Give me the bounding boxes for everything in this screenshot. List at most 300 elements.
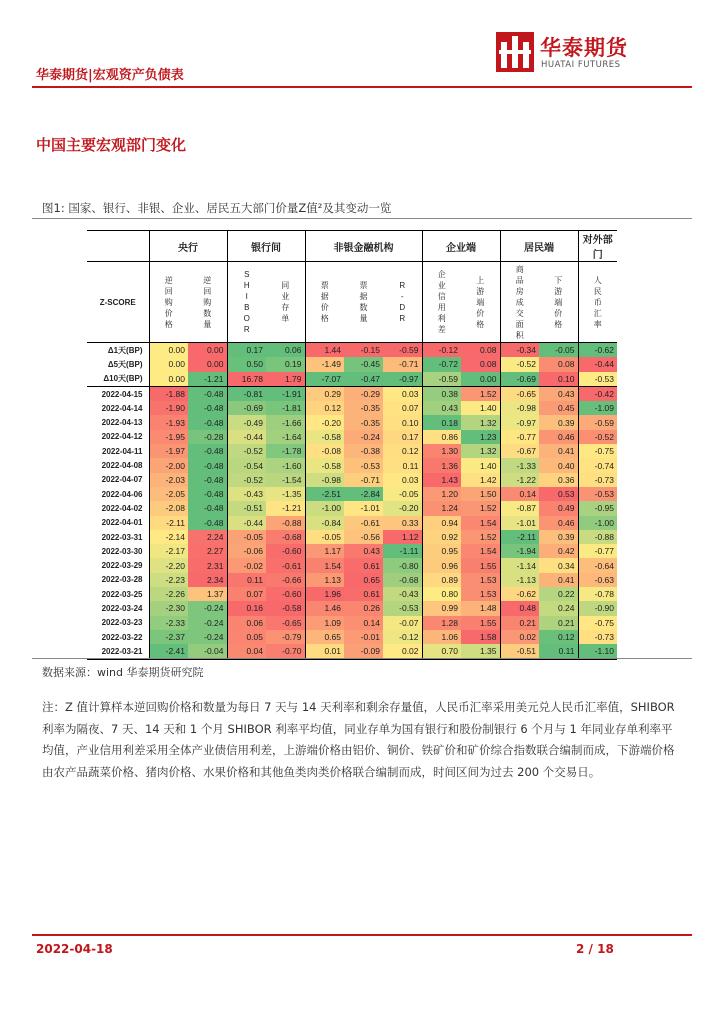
value-cell: 0.21	[500, 616, 539, 630]
value-cell: -0.59	[578, 415, 617, 429]
value-cell: 0.94	[422, 516, 461, 530]
value-cell: 1.32	[461, 444, 500, 458]
value-cell: -0.44	[227, 516, 266, 530]
value-cell: -0.68	[266, 530, 305, 544]
value-cell: 1.55	[461, 616, 500, 630]
huatai-logo-icon	[496, 32, 534, 72]
header-divider	[32, 86, 692, 88]
value-cell: -0.45	[344, 357, 383, 371]
value-cell: -1.21	[188, 372, 227, 387]
value-cell: -0.53	[578, 487, 617, 501]
value-cell: 0.46	[539, 430, 578, 444]
value-cell: -0.52	[227, 444, 266, 458]
value-cell: -1.90	[149, 401, 188, 415]
value-cell: -2.20	[149, 558, 188, 572]
value-cell: 2.24	[188, 530, 227, 544]
value-cell: -0.48	[188, 487, 227, 501]
value-cell: 0.80	[422, 587, 461, 601]
value-cell: 0.14	[344, 616, 383, 630]
footer-page-number: 2 / 18	[576, 942, 614, 956]
value-cell: -0.59	[422, 372, 461, 387]
value-cell: -0.24	[188, 616, 227, 630]
value-cell: -0.95	[578, 501, 617, 515]
row-label: Δ1天(BP)	[107, 345, 143, 355]
value-cell: -0.05	[383, 487, 422, 501]
value-cell: -2.17	[149, 544, 188, 558]
delta-row	[87, 357, 617, 371]
table-row	[87, 516, 617, 530]
value-cell: 1.43	[422, 473, 461, 487]
value-cell: -1.81	[266, 401, 305, 415]
value-cell: 1.52	[461, 501, 500, 515]
value-cell: -0.97	[383, 372, 422, 387]
value-cell: -0.05	[539, 343, 578, 358]
value-cell: 0.11	[227, 573, 266, 587]
value-cell: 0.00	[149, 343, 188, 358]
value-cell: -1.78	[266, 444, 305, 458]
value-cell: -1.09	[578, 401, 617, 415]
value-cell: -1.13	[500, 573, 539, 587]
row-label: 2022-04-15	[101, 389, 143, 399]
value-cell: -2.03	[149, 473, 188, 487]
value-cell: 1.96	[305, 587, 344, 601]
value-cell: -0.05	[227, 530, 266, 544]
value-cell: -0.62	[578, 343, 617, 358]
value-cell: -2.37	[149, 630, 188, 644]
value-cell: 0.17	[227, 343, 266, 358]
value-cell: -7.07	[305, 372, 344, 387]
source-divider	[32, 658, 692, 659]
value-cell: 2.34	[188, 573, 227, 587]
value-cell: 0.12	[383, 444, 422, 458]
value-cell: 1.23	[461, 430, 500, 444]
value-cell: 0.36	[539, 473, 578, 487]
value-cell: -0.05	[305, 530, 344, 544]
value-cell: -0.88	[578, 530, 617, 544]
value-cell: -0.48	[188, 458, 227, 472]
value-cell: -0.62	[500, 587, 539, 601]
value-cell: 0.41	[539, 573, 578, 587]
value-cell: 0.43	[539, 386, 578, 401]
value-cell: 2.27	[188, 544, 227, 558]
value-cell: 0.45	[539, 401, 578, 415]
value-cell: 0.21	[539, 616, 578, 630]
value-cell: 0.16	[227, 601, 266, 615]
zscore-table-container	[87, 230, 617, 660]
value-cell: -0.74	[578, 458, 617, 472]
value-cell: 0.65	[305, 630, 344, 644]
value-cell: -0.01	[344, 630, 383, 644]
value-cell: -0.52	[500, 357, 539, 371]
row-label: 2022-03-24	[101, 603, 143, 613]
value-cell: -0.48	[188, 516, 227, 530]
value-cell: 0.19	[266, 357, 305, 371]
table-row	[87, 386, 617, 401]
value-cell: -0.75	[578, 444, 617, 458]
table-row	[87, 544, 617, 558]
value-cell: 0.95	[422, 544, 461, 558]
group-header: 居民端	[500, 231, 578, 262]
zscore-label: Z-SCORE	[87, 262, 149, 343]
value-cell: -1.88	[149, 386, 188, 401]
value-cell: -0.12	[383, 630, 422, 644]
value-cell: -0.60	[266, 544, 305, 558]
value-cell: -0.52	[227, 473, 266, 487]
value-cell: 0.18	[422, 415, 461, 429]
value-cell: 0.43	[344, 544, 383, 558]
value-cell: 1.58	[461, 630, 500, 644]
table-row	[87, 616, 617, 630]
value-cell: -2.14	[149, 530, 188, 544]
column-header: 上 游 端 价 格	[461, 262, 500, 343]
value-cell: 0.42	[539, 544, 578, 558]
value-cell: -0.09	[344, 644, 383, 659]
value-cell: 1.53	[461, 587, 500, 601]
value-cell: -0.28	[188, 430, 227, 444]
column-header: 同 业 存 单	[266, 262, 305, 343]
value-cell: -0.88	[266, 516, 305, 530]
table-row	[87, 501, 617, 515]
value-cell: 1.17	[305, 544, 344, 558]
value-cell: 0.00	[188, 343, 227, 358]
company-logo	[496, 30, 696, 78]
value-cell: 2.31	[188, 558, 227, 572]
row-label: 2022-03-30	[101, 546, 143, 556]
value-cell: 0.29	[305, 386, 344, 401]
value-cell: -0.44	[578, 357, 617, 371]
value-cell: -1.00	[578, 516, 617, 530]
value-cell: -0.07	[383, 616, 422, 630]
row-label: 2022-04-02	[101, 503, 143, 513]
value-cell: -0.70	[266, 644, 305, 659]
value-cell: 0.08	[461, 357, 500, 371]
value-cell: 1.24	[422, 501, 461, 515]
value-cell: -1.01	[500, 516, 539, 530]
group-header-row	[87, 231, 617, 262]
value-cell: 0.08	[461, 343, 500, 358]
value-cell: 1.46	[305, 601, 344, 615]
column-header-row	[87, 262, 617, 343]
value-cell: -2.00	[149, 458, 188, 472]
footnote: 注：Z 值计算样本逆回购价格和数量为每日 7 天与 14 天利率和剩余存量值，人民币汇率采用美元兑人民币汇率值，SHIBOR 利率为隔夜、7 天、14 天和 1 个月 SHIBOR 利率平均值，同业存单为国有银行和股份制银行 6 个月与 1 年同业存单利率平均值，产业信用利差采用全体产业债信用利差，上游端价格由铝价、铜价、铁矿价和矿价综合指数联合编制而成，下游端价格由农产品蔬菜价格、猪肉价格、水果价格和其他鱼类肉类价格联合编制而成，时间区间为过去 200 个交易日。	[42, 700, 675, 779]
value-cell: 0.10	[539, 372, 578, 387]
value-cell: -0.90	[578, 601, 617, 615]
table-row	[87, 430, 617, 444]
value-cell: 1.35	[461, 644, 500, 659]
value-cell: -2.05	[149, 487, 188, 501]
value-cell: 0.53	[539, 487, 578, 501]
value-cell: -0.71	[344, 473, 383, 487]
value-cell: -2.51	[305, 487, 344, 501]
value-cell: -0.81	[227, 386, 266, 401]
value-cell: -0.44	[227, 430, 266, 444]
value-cell: 1.40	[461, 458, 500, 472]
value-cell: -0.80	[383, 558, 422, 572]
value-cell: -0.51	[500, 644, 539, 659]
value-cell: -0.24	[188, 601, 227, 615]
value-cell: 1.48	[461, 601, 500, 615]
value-cell: 0.00	[149, 357, 188, 371]
value-cell: -0.63	[578, 573, 617, 587]
corner-cell	[87, 231, 149, 262]
row-label: Δ10天(BP)	[87, 372, 149, 387]
value-cell: -0.65	[266, 616, 305, 630]
value-cell: -0.97	[500, 415, 539, 429]
value-cell: 0.34	[539, 558, 578, 572]
row-label: 2022-04-07	[101, 475, 143, 485]
value-cell: 1.54	[305, 558, 344, 572]
value-cell: -0.54	[227, 458, 266, 472]
value-cell: -0.43	[383, 587, 422, 601]
value-cell: 1.09	[305, 616, 344, 630]
column-header: R - D R	[383, 262, 422, 343]
value-cell: 0.02	[500, 630, 539, 644]
value-cell: -0.08	[305, 444, 344, 458]
value-cell: -0.65	[500, 386, 539, 401]
value-cell: -0.15	[344, 343, 383, 358]
column-header: S H I B O R	[227, 262, 266, 343]
value-cell: -0.67	[500, 444, 539, 458]
value-cell: -0.06	[227, 544, 266, 558]
value-cell: 0.04	[227, 644, 266, 659]
table-row	[87, 401, 617, 415]
table-row	[87, 473, 617, 487]
value-cell: 1.53	[461, 573, 500, 587]
value-cell: 0.11	[383, 458, 422, 472]
value-cell: 1.55	[461, 558, 500, 572]
table-row	[87, 415, 617, 429]
value-cell: 0.00	[188, 357, 227, 371]
value-cell: 0.10	[383, 415, 422, 429]
value-cell: -1.95	[149, 430, 188, 444]
value-cell: -1.35	[266, 487, 305, 501]
value-cell: 0.40	[539, 458, 578, 472]
value-cell: -1.60	[266, 458, 305, 472]
table-row	[87, 644, 617, 659]
logo-subtitle: HUATAI FUTURES	[541, 60, 621, 70]
table-row	[87, 587, 617, 601]
value-cell: 1.54	[461, 544, 500, 558]
value-cell: -0.35	[344, 401, 383, 415]
data-source: 数据来源：wind 华泰期货研究院	[42, 666, 204, 679]
group-header: 非银金融机构	[305, 231, 422, 262]
value-cell: -2.11	[500, 530, 539, 544]
value-cell: -0.51	[227, 501, 266, 515]
value-cell: 16.78	[227, 372, 266, 387]
value-cell: -0.04	[188, 644, 227, 659]
value-cell: 1.54	[461, 516, 500, 530]
value-cell: -0.20	[383, 501, 422, 515]
value-cell: -0.79	[266, 630, 305, 644]
group-header: 银行间	[227, 231, 305, 262]
group-header: 对外部门	[578, 231, 617, 262]
value-cell: 0.96	[422, 558, 461, 572]
value-cell: -0.71	[383, 357, 422, 371]
value-cell: -1.93	[149, 415, 188, 429]
table-row	[87, 601, 617, 615]
value-cell: -0.49	[227, 415, 266, 429]
value-cell: -1.66	[266, 415, 305, 429]
value-cell: -1.49	[305, 357, 344, 371]
value-cell: -2.11	[149, 516, 188, 530]
value-cell: -0.20	[305, 415, 344, 429]
row-label: 2022-03-29	[101, 561, 143, 571]
table-body	[87, 343, 617, 660]
value-cell: -0.58	[305, 430, 344, 444]
figure-divider	[32, 218, 692, 219]
value-cell: -0.47	[344, 372, 383, 387]
value-cell: 1.12	[383, 530, 422, 544]
value-cell: 0.02	[383, 644, 422, 659]
row-label: 2022-04-11	[102, 446, 143, 456]
row-label: 2022-03-23	[101, 618, 143, 628]
value-cell: -0.78	[578, 587, 617, 601]
value-cell: -0.34	[500, 343, 539, 358]
value-cell: -0.87	[500, 501, 539, 515]
value-cell: 0.70	[422, 644, 461, 659]
value-cell: -0.53	[383, 601, 422, 615]
value-cell: -0.38	[344, 444, 383, 458]
value-cell: -0.24	[344, 430, 383, 444]
value-cell: -0.48	[188, 473, 227, 487]
value-cell: -0.24	[188, 630, 227, 644]
row-label: 2022-04-08	[101, 461, 143, 471]
delta-row	[87, 372, 617, 387]
value-cell: 0.41	[539, 444, 578, 458]
value-cell: 1.52	[461, 530, 500, 544]
value-cell: 0.14	[500, 487, 539, 501]
value-cell: -0.58	[266, 601, 305, 615]
value-cell: 1.13	[305, 573, 344, 587]
section-title: 中国主要宏观部门变化	[36, 136, 187, 154]
footer-divider	[32, 934, 692, 936]
value-cell: 0.33	[383, 516, 422, 530]
value-cell: -0.69	[227, 401, 266, 415]
value-cell: 1.40	[461, 401, 500, 415]
value-cell: -0.53	[578, 372, 617, 387]
value-cell: 1.28	[422, 616, 461, 630]
column-header: 企 业 信 用 利 差	[422, 262, 461, 343]
value-cell: 0.06	[266, 343, 305, 358]
row-label: 2022-04-13	[101, 418, 143, 428]
value-cell: 0.43	[422, 401, 461, 415]
value-cell: -0.98	[305, 473, 344, 487]
value-cell: -0.12	[422, 343, 461, 358]
table-row	[87, 487, 617, 501]
value-cell: 0.24	[539, 601, 578, 615]
value-cell: 0.50	[227, 357, 266, 371]
row-label: 2022-03-25	[101, 589, 143, 599]
value-cell: 0.17	[383, 430, 422, 444]
column-header: 票 据 价 格	[305, 262, 344, 343]
value-cell: -2.08	[149, 501, 188, 515]
value-cell: -0.66	[266, 573, 305, 587]
value-cell: -0.42	[578, 386, 617, 401]
value-cell: -0.73	[578, 630, 617, 644]
value-cell: -0.75	[578, 616, 617, 630]
column-header: 人 民 币 汇 率	[578, 262, 617, 343]
delta-row	[87, 343, 617, 358]
group-header: 企业端	[422, 231, 500, 262]
value-cell: 0.65	[344, 573, 383, 587]
value-cell: -2.33	[149, 616, 188, 630]
value-cell: -1.22	[500, 473, 539, 487]
table-row	[87, 630, 617, 644]
value-cell: -1.33	[500, 458, 539, 472]
column-header: 逆 回 购 价 格	[149, 262, 188, 343]
row-label: 2022-03-31	[101, 532, 143, 542]
row-label: 2022-03-21	[87, 644, 149, 659]
value-cell: 1.30	[422, 444, 461, 458]
logo-name: 华泰期货	[540, 36, 628, 60]
value-cell: -0.84	[305, 516, 344, 530]
value-cell: -2.41	[149, 644, 188, 659]
value-cell: 0.92	[422, 530, 461, 544]
value-cell: 1.50	[461, 487, 500, 501]
value-cell: 0.00	[149, 372, 188, 387]
value-cell: -0.60	[266, 587, 305, 601]
value-cell: 0.38	[422, 386, 461, 401]
figure-caption: 图1: 国家、银行、非银、企业、居民五大部门价量Z值²及其变动一览	[42, 201, 392, 215]
value-cell: -0.02	[227, 558, 266, 572]
column-header: 逆 回 购 数 量	[188, 262, 227, 343]
value-cell: -1.00	[305, 501, 344, 515]
value-cell: 0.48	[500, 601, 539, 615]
value-cell: -1.01	[344, 501, 383, 515]
value-cell: -2.84	[344, 487, 383, 501]
row-label: 2022-03-22	[101, 632, 143, 642]
footer-date: 2022-04-18	[36, 942, 113, 956]
value-cell: -0.61	[344, 516, 383, 530]
value-cell: 1.36	[422, 458, 461, 472]
value-cell: 0.99	[422, 601, 461, 615]
value-cell: -1.14	[500, 558, 539, 572]
value-cell: -1.21	[266, 501, 305, 515]
value-cell: -0.58	[305, 458, 344, 472]
row-label: 2022-04-14	[101, 403, 143, 413]
value-cell: 0.61	[344, 587, 383, 601]
row-label: 2022-03-28	[101, 575, 143, 585]
value-cell: 0.07	[227, 587, 266, 601]
value-cell: 0.12	[539, 630, 578, 644]
value-cell: -0.98	[500, 401, 539, 415]
value-cell: 0.08	[539, 357, 578, 371]
table-row	[87, 444, 617, 458]
value-cell: 0.49	[539, 501, 578, 515]
zscore-table	[87, 230, 617, 660]
value-cell: -1.54	[266, 473, 305, 487]
value-cell: 1.52	[461, 386, 500, 401]
value-cell: -1.11	[383, 544, 422, 558]
value-cell: -0.35	[344, 415, 383, 429]
value-cell: -0.68	[383, 573, 422, 587]
value-cell: 0.03	[383, 386, 422, 401]
value-cell: 0.39	[539, 530, 578, 544]
table-row	[87, 530, 617, 544]
value-cell: 0.11	[539, 644, 578, 659]
value-cell: 0.26	[344, 601, 383, 615]
value-cell: -0.64	[578, 558, 617, 572]
column-header: 商 品 房 成 交 面 积	[500, 262, 539, 343]
value-cell: 1.37	[188, 587, 227, 601]
value-cell: -0.77	[500, 430, 539, 444]
value-cell: 0.39	[539, 415, 578, 429]
column-header: 票 据 数 量	[344, 262, 383, 343]
value-cell: -2.30	[149, 601, 188, 615]
table-row	[87, 458, 617, 472]
value-cell: -0.48	[188, 415, 227, 429]
value-cell: -1.91	[266, 386, 305, 401]
